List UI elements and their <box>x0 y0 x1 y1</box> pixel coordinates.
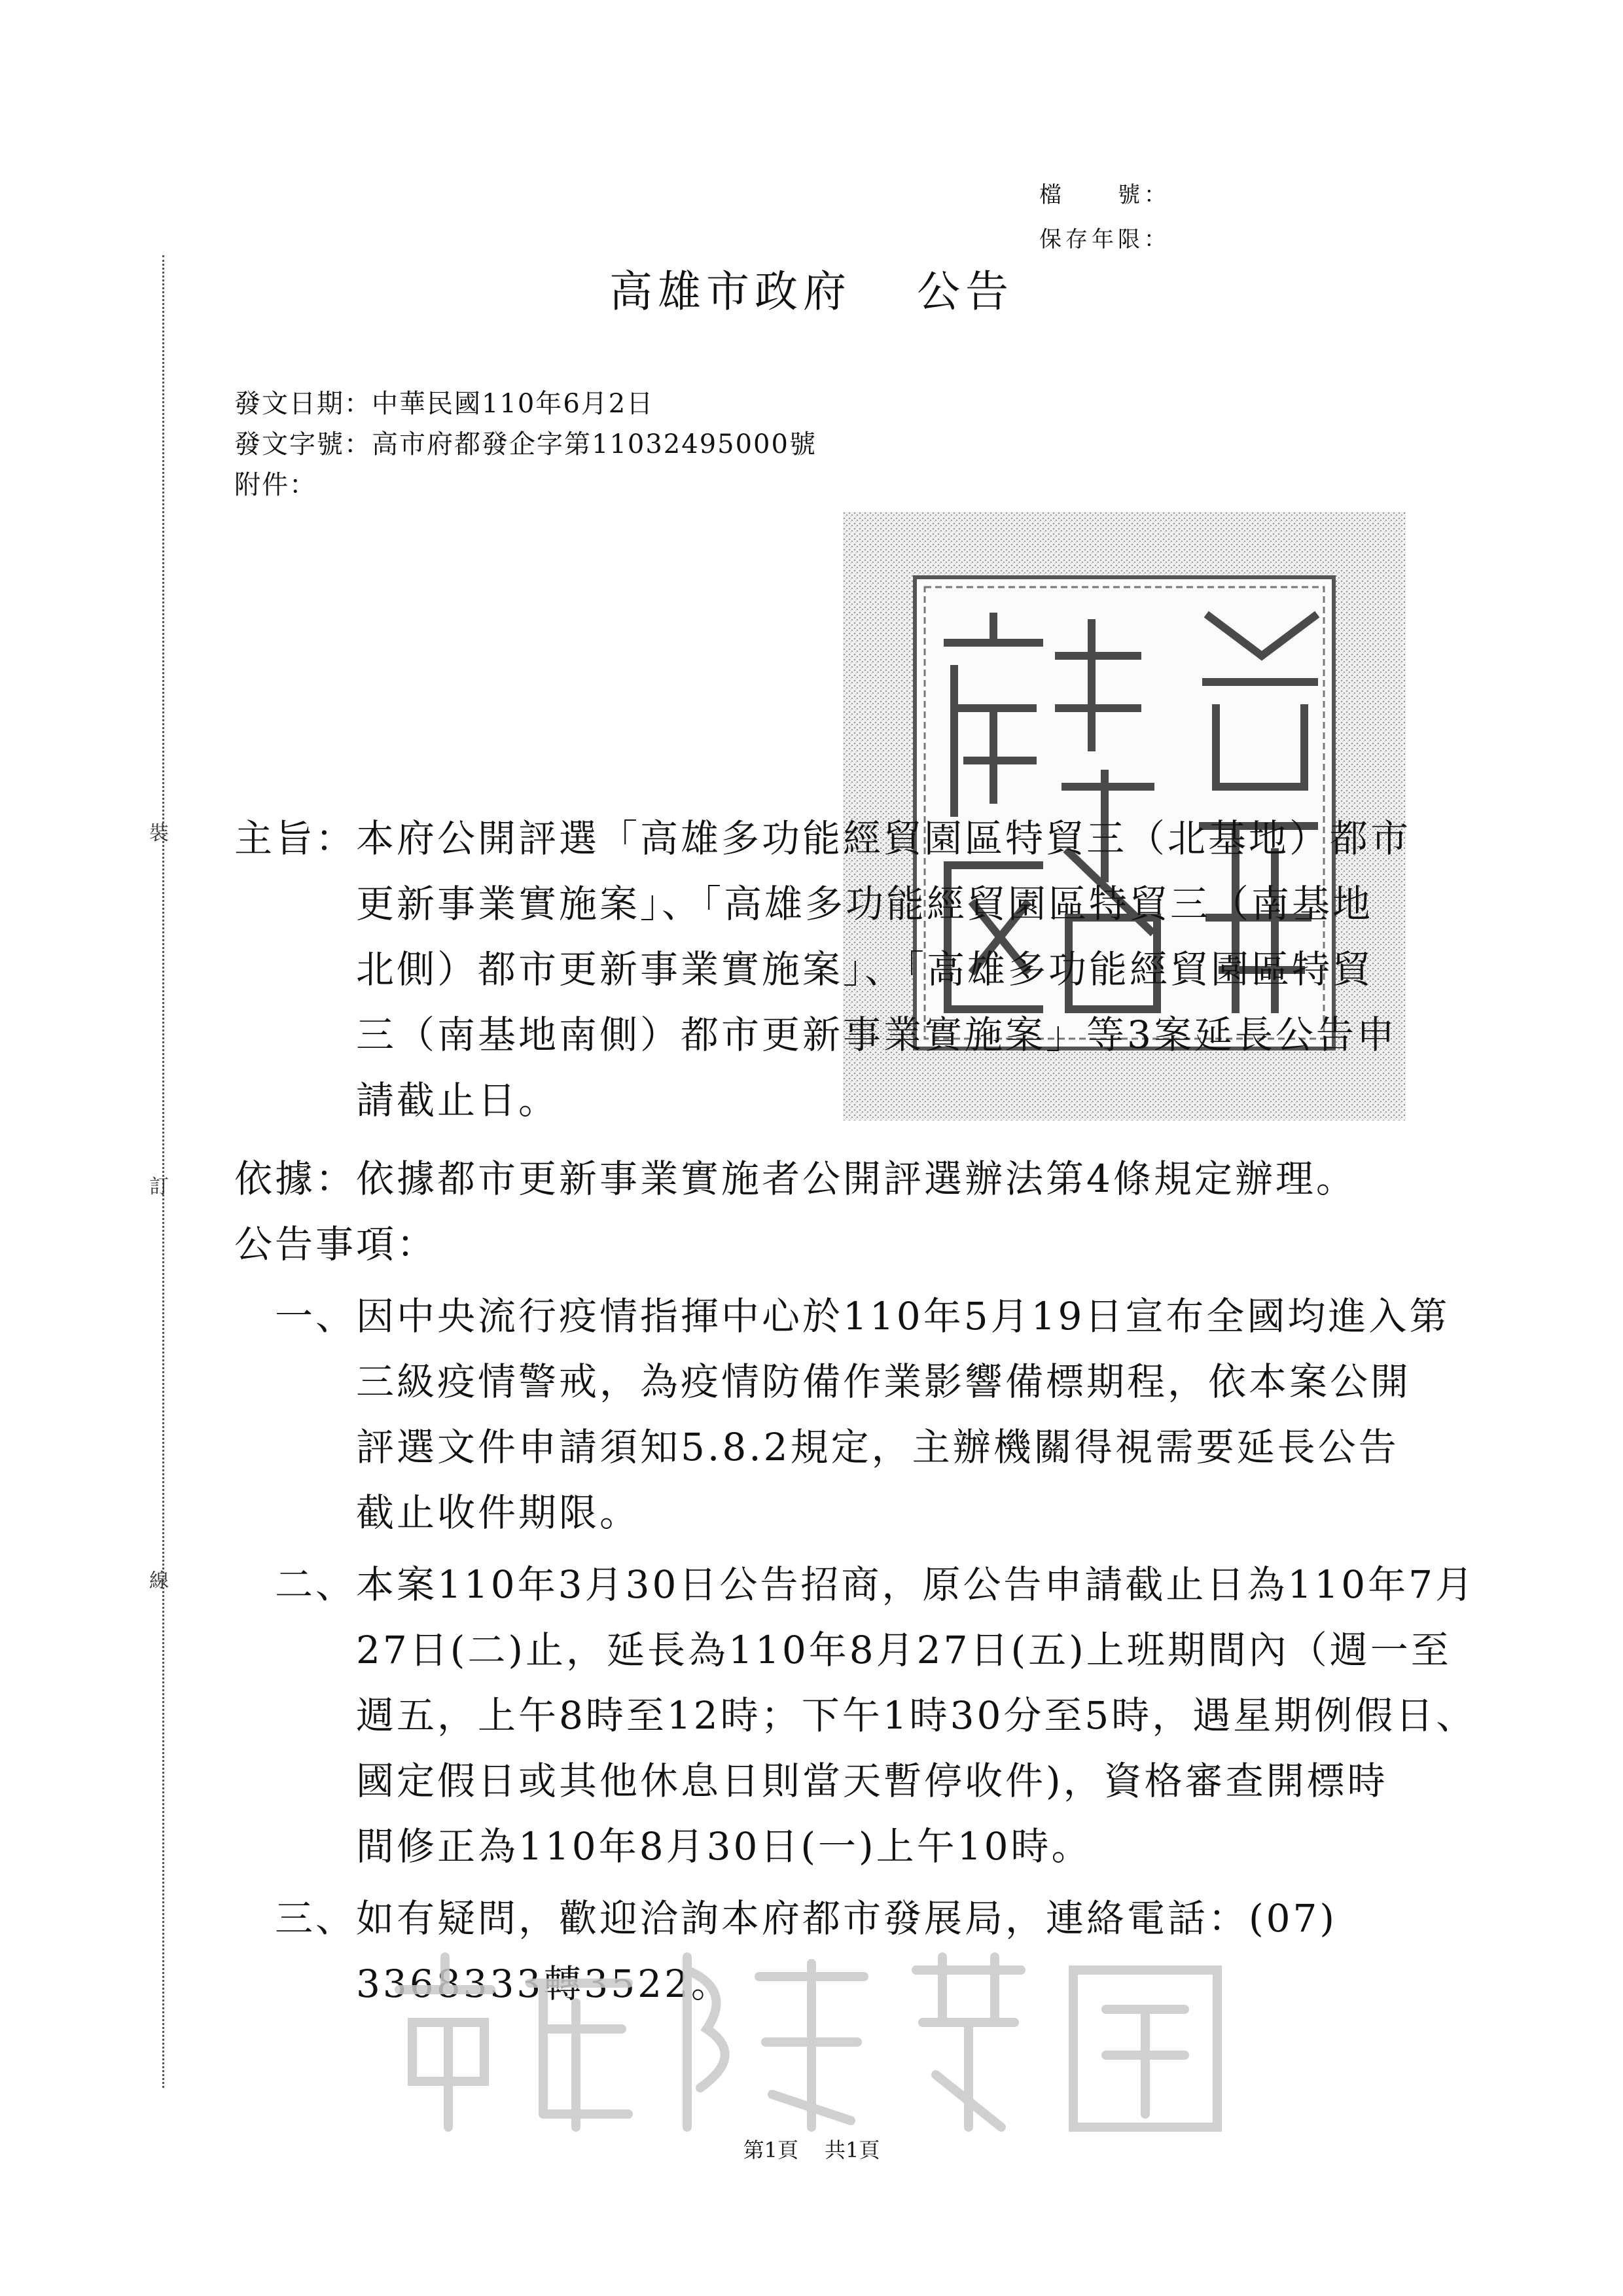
notice-item-line: 因中央流行疫情指揮中心於110年5月19日宣布全國均進入第 <box>356 1294 1450 1338</box>
notice-label: 公告事項： <box>234 1222 438 1266</box>
basis-label: 依據： <box>234 1157 357 1201</box>
notice-item-line: 如有疑問，歡迎洽詢本府都市發展局，連絡電話：(07) <box>356 1896 1338 1941</box>
binding-mark-ding: 訂 <box>149 1175 169 1198</box>
notice-item-line: 3368333轉3522。 <box>356 1962 732 2006</box>
subject-line: 請截止日。 <box>356 1078 560 1122</box>
basis-text: 依據都市更新事業實施者公開評選辦法第4條規定辦理。 <box>356 1157 1357 1201</box>
subject-label: 主旨： <box>234 816 357 861</box>
subject-line: 北側）都市更新事業實施案」、「高雄多功能經貿園區特貿 <box>356 947 1374 992</box>
document-meta <box>234 384 817 505</box>
mayor-signature-stamp <box>380 1931 1250 2147</box>
page-title <box>0 257 1623 319</box>
page-total: 共1頁 <box>825 2138 880 2162</box>
title-org: 高雄市政府 <box>609 266 851 317</box>
subject-line: 三（南基地南側）都市更新事業實施案」等3案延長公告申 <box>356 1013 1397 1057</box>
subject-line: 本府公開評選「高雄多功能經貿園區特貿三（北基地）都市 <box>356 816 1412 861</box>
document-number: 發文字號：高市府都發企字第11032495000號 <box>234 429 817 459</box>
notice-item-line: 27日(二)止，延長為110年8月27日(五)上班期間內（週一至 <box>356 1628 1452 1672</box>
subject-line: 更新事業實施案」、「高雄多功能經貿園區特貿三（南基地 <box>356 882 1374 926</box>
page-footer <box>0 2134 1623 2164</box>
retention-period-label: 保存年限： <box>1039 226 1170 253</box>
title-type: 公告 <box>917 266 1014 317</box>
attachment: 附件： <box>234 470 317 500</box>
notice-item-number: 三、 <box>275 1896 357 1941</box>
file-number-label: 檔 號： <box>1039 182 1170 208</box>
issue-date: 發文日期：中華民國110年6月2日 <box>234 389 654 419</box>
notice-item-line: 週五，上午8時至12時；下午1時30分至5時，遇星期例假日、 <box>356 1693 1477 1738</box>
binding-mark-zhuang: 裝 <box>149 822 169 845</box>
notice-item-line: 評選文件申請須知5.8.2規定，主辦機關得視需要延長公告 <box>356 1425 1399 1469</box>
notice-item-line: 三級疫情警戒，為疫情防備作業影響備標期程，依本案公開 <box>356 1359 1412 1404</box>
notice-item-number: 二、 <box>275 1562 357 1607</box>
notice-item-line: 截止收件期限。 <box>356 1490 641 1535</box>
binding-mark-xian: 線 <box>149 1570 169 1592</box>
notice-item-line: 間修正為110年8月30日(一)上午10時。 <box>356 1824 1092 1869</box>
notice-item-line: 本案110年3月30日公告招商，原公告申請截止日為110年7月 <box>356 1562 1476 1607</box>
notice-item-number: 一、 <box>275 1294 357 1338</box>
page-number: 第1頁 <box>743 2138 798 2162</box>
notice-item-line: 國定假日或其他休息日則當天暫停收件)，資格審查開標時 <box>356 1759 1388 1803</box>
